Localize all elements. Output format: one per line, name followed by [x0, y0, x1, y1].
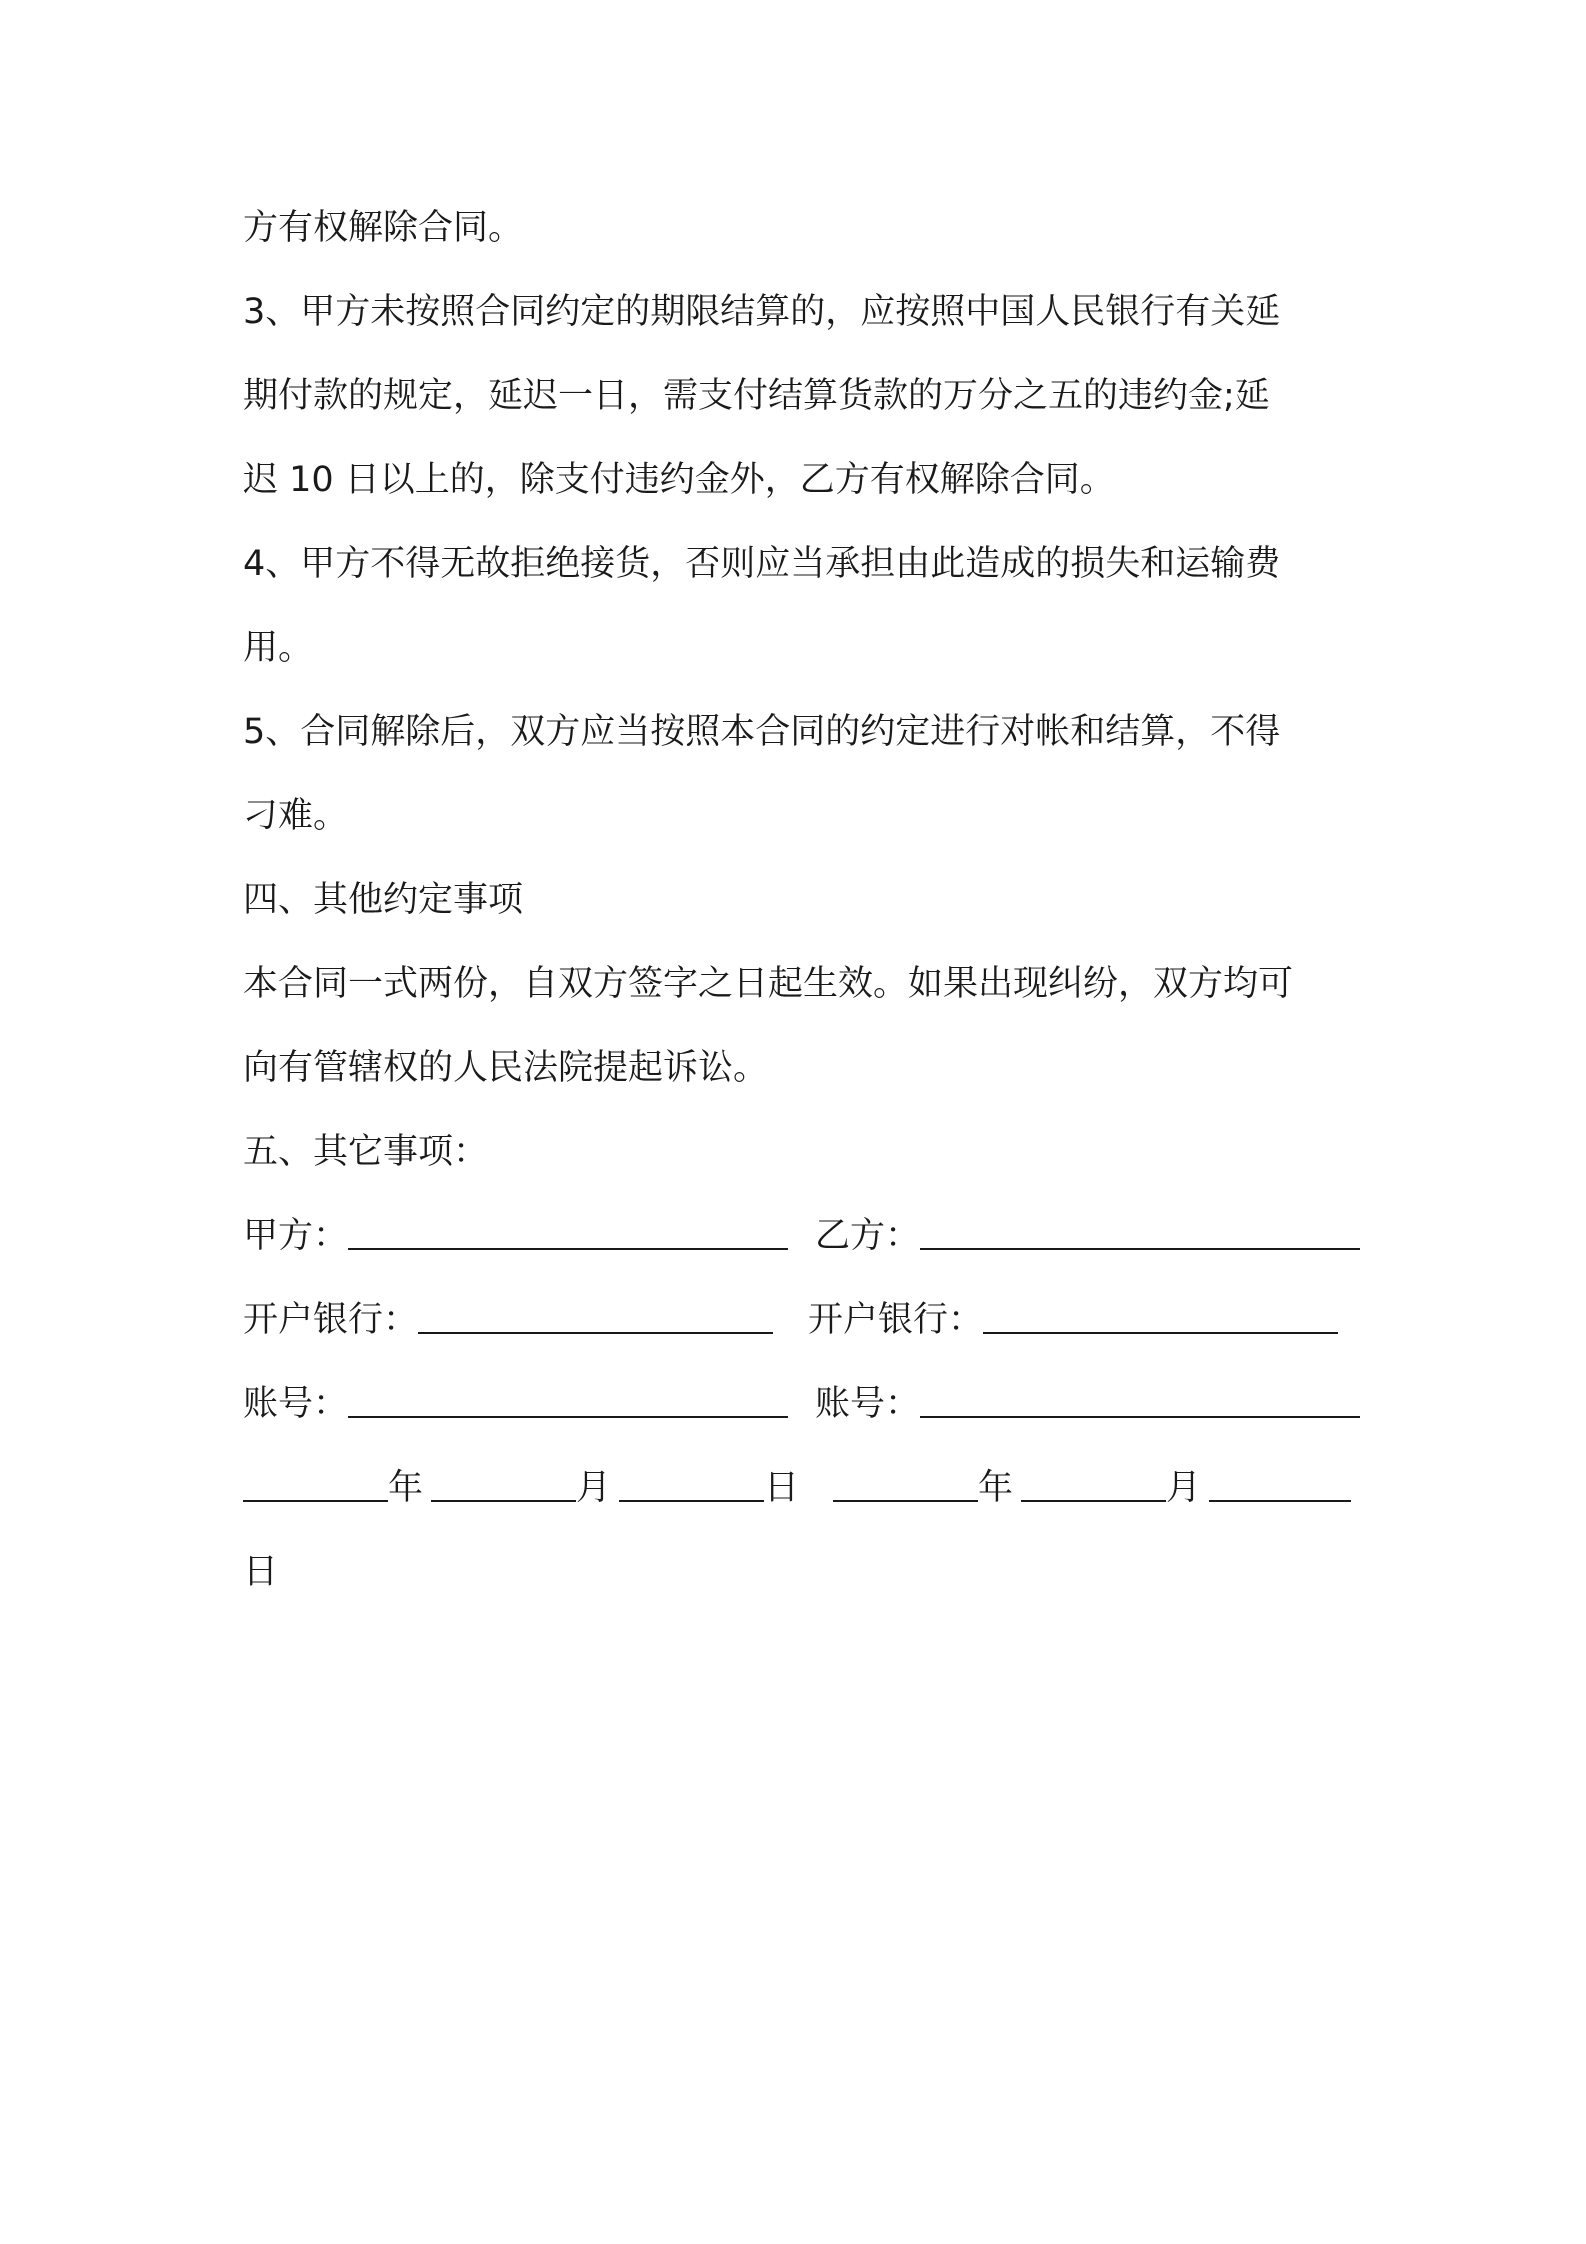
- party-row: [243, 1214, 1353, 1258]
- paragraph-line: 3、甲方未按照合同约定的期限结算的，应按照中国人民银行有关延: [243, 292, 1281, 332]
- bank-b-field: [808, 1298, 1338, 1342]
- party-a-blank[interactable]: [348, 1214, 788, 1250]
- date-b-day-label: 日: [243, 1552, 279, 1592]
- month-label: 月: [576, 1468, 612, 1508]
- paragraph-line: 本合同一式两份，自双方签字之日起生效。如果出现纠纷，双方均可: [243, 964, 1294, 1004]
- date-a-day-blank[interactable]: [619, 1466, 764, 1502]
- paragraph-line: 方有权解除合同。: [243, 208, 524, 248]
- paragraph-line: 向有管辖权的人民法院提起诉讼。: [243, 1048, 769, 1088]
- bank-row: [243, 1298, 1353, 1342]
- bank-a-label: 开户银行：: [243, 1300, 419, 1340]
- account-b-blank[interactable]: [920, 1382, 1360, 1418]
- day-label: 日: [764, 1468, 800, 1508]
- paragraph-line: 迟 10 日以上的，除支付违约金外，乙方有权解除合同。: [243, 460, 1115, 500]
- bank-b-blank[interactable]: [983, 1298, 1338, 1334]
- account-row: [243, 1382, 1353, 1426]
- date-a-field: [243, 1466, 799, 1510]
- account-a-blank[interactable]: [348, 1382, 788, 1418]
- party-a-label: 甲方：: [243, 1216, 349, 1256]
- date-a-year-blank[interactable]: [243, 1466, 388, 1502]
- party-b-field: [815, 1214, 1360, 1258]
- account-a-field: [243, 1382, 788, 1426]
- account-b-label: 账号：: [815, 1384, 921, 1424]
- paragraph-line: 4、甲方不得无故拒绝接货，否则应当承担由此造成的损失和运输费: [243, 544, 1281, 584]
- paragraph-line: 5、合同解除后，双方应当按照本合同的约定进行对帐和结算，不得: [243, 712, 1281, 752]
- bank-a-field: [243, 1298, 773, 1342]
- account-b-field: [815, 1382, 1360, 1426]
- paragraph-line: 用。: [243, 628, 314, 668]
- date-b-field: [833, 1466, 1351, 1510]
- section-heading: 五、其它事项：: [243, 1132, 489, 1172]
- month-label: 月: [1166, 1468, 1202, 1508]
- year-label: 年: [978, 1468, 1014, 1508]
- year-label: 年: [388, 1468, 424, 1508]
- paragraph-line: 刁难。: [243, 796, 349, 836]
- party-a-field: [243, 1214, 788, 1258]
- date-a-month-blank[interactable]: [431, 1466, 576, 1502]
- bank-b-label: 开户银行：: [808, 1300, 984, 1340]
- date-b-day-blank[interactable]: [1209, 1466, 1351, 1502]
- account-a-label: 账号：: [243, 1384, 349, 1424]
- bank-a-blank[interactable]: [418, 1298, 773, 1334]
- date-b-year-blank[interactable]: [833, 1466, 978, 1502]
- section-heading: 四、其他约定事项: [243, 880, 524, 920]
- date-b-month-blank[interactable]: [1021, 1466, 1166, 1502]
- party-b-label: 乙方：: [815, 1216, 921, 1256]
- party-b-blank[interactable]: [920, 1214, 1360, 1250]
- paragraph-line: 期付款的规定，延迟一日，需支付结算货款的万分之五的违约金;延: [243, 376, 1270, 416]
- date-row: [243, 1466, 1353, 1510]
